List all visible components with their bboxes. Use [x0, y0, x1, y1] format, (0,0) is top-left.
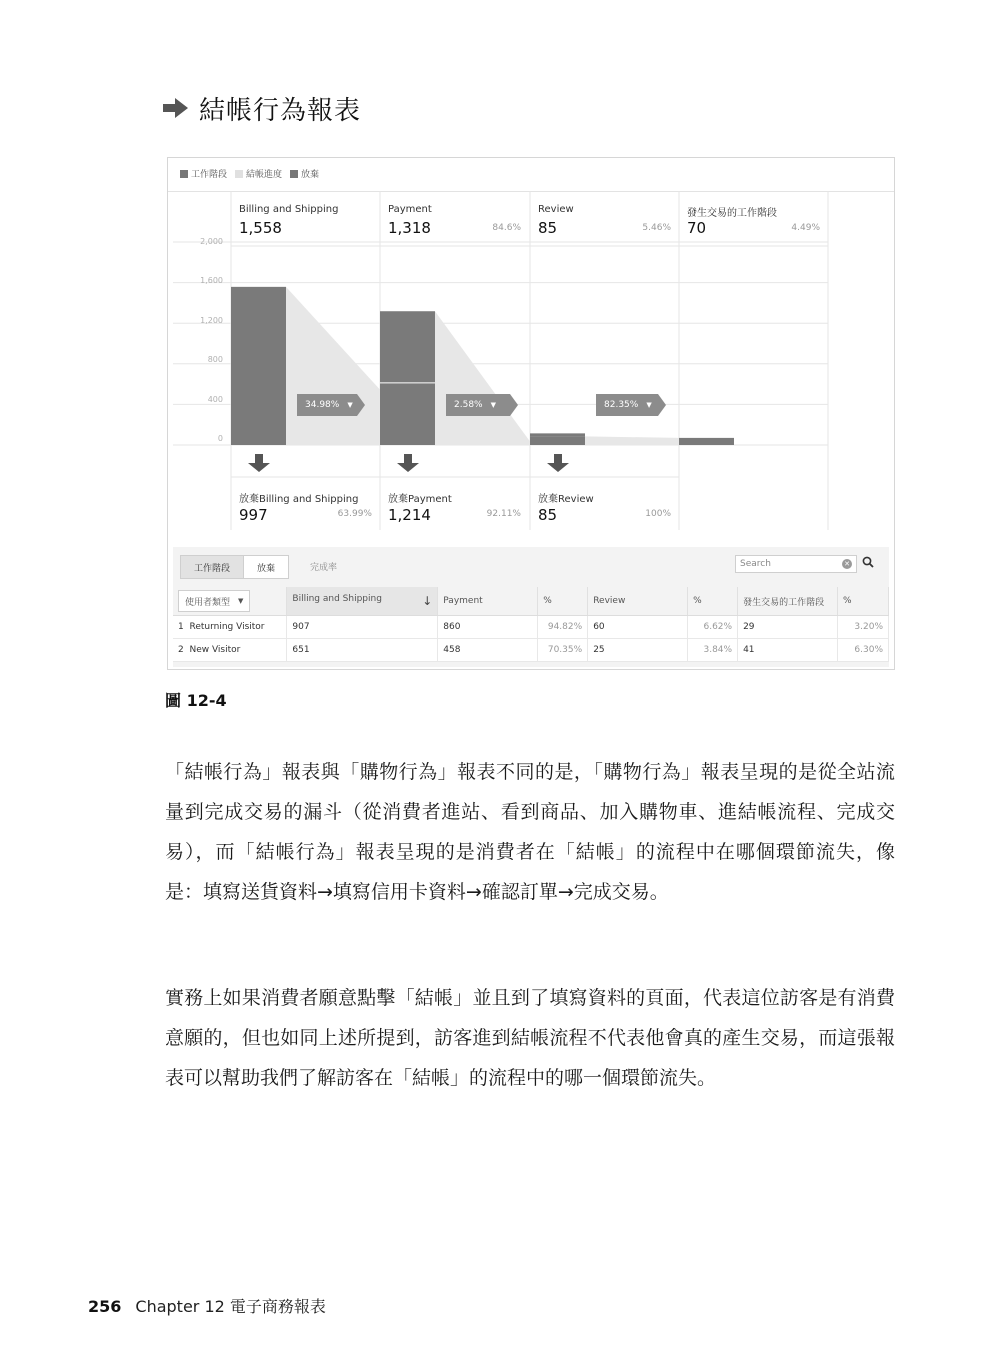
stage-name: Payment — [388, 204, 432, 215]
caret-down-icon: ▼ — [347, 401, 353, 409]
report-table-panel — [173, 547, 889, 667]
tab-completion-rate[interactable]: 完成率 — [310, 562, 338, 573]
column-header-billing[interactable] — [287, 587, 438, 616]
stage-percent: 84.6% — [492, 223, 521, 233]
dimension-select[interactable] — [178, 590, 250, 612]
exit-arrow-icon — [397, 454, 419, 472]
stage-header-billing[interactable] — [231, 198, 379, 246]
clear-icon[interactable]: ✕ — [842, 559, 852, 569]
data-table — [173, 587, 889, 662]
body-paragraph: 「結帳行為」報表與「購物行為」報表不同的是，「購物行為」報表呈現的是從全站流量到完成交易的漏斗（從消費者進站、看到商品、加入購物車、進結帳流程、完成交易），而「結帳行為」報表呈現的是消費者在「結帳」的流程中在哪個環節流失，像是：填寫送貨資料→填寫信用卡資料→確認訂單→完成交易。 — [165, 761, 895, 903]
cell-review: 60 — [588, 616, 688, 639]
tab-sessions[interactable]: 工作階段 — [180, 555, 244, 579]
stage-name: Billing and Shipping — [239, 204, 339, 215]
row-label — [173, 616, 287, 639]
column-header-payment[interactable]: Payment — [438, 587, 538, 616]
progression-rate-tag[interactable] — [297, 394, 353, 416]
exit-card-payment[interactable] — [380, 482, 528, 530]
progression-rate: 2.58% — [454, 400, 483, 410]
table-row[interactable] — [173, 639, 889, 662]
caret-down-icon: ▼ — [238, 597, 244, 605]
cell-review: 25 — [588, 639, 688, 662]
tab-group — [180, 555, 289, 579]
stage-name: Review — [538, 204, 574, 215]
search-input[interactable] — [735, 555, 857, 573]
exit-name: 放棄Review — [538, 494, 594, 505]
exit-arrow-icon — [248, 454, 270, 472]
user-type-link[interactable]: New Visitor — [189, 645, 241, 655]
y-tick-label: 2,000 — [200, 237, 223, 246]
dimension-header — [173, 587, 287, 616]
table-header-row — [173, 587, 889, 616]
body-paragraph: 實務上如果消費者願意點擊「結帳」並且到了填寫資料的頁面，代表這位訪客是有消費意願的，但也如同上述所提到，訪客進到結帳流程不代表他會真的產生交易，而這張報表可以幫助我們了解訪客在「結帳」的流程中的哪一個環節流失。 — [165, 987, 895, 1089]
progression-rate-tag[interactable] — [446, 394, 496, 416]
chapter-label: Chapter 12 電子商務報表 — [135, 1297, 326, 1316]
cell-transactions: 29 — [738, 616, 838, 639]
legend-label: 放棄 — [301, 170, 320, 180]
table-row[interactable] — [173, 616, 889, 639]
page-number: 256 — [88, 1297, 122, 1316]
column-header-transactions[interactable]: 發生交易的工作階段 — [738, 587, 838, 616]
section-title: 結帳行為報表 — [199, 95, 362, 126]
row-index: 2 — [178, 645, 184, 655]
arrow-right-icon — [163, 96, 189, 120]
tab-abandon[interactable]: 放棄 — [244, 555, 289, 579]
row-label — [173, 639, 287, 662]
exit-percent: 92.11% — [486, 509, 521, 519]
cell-payment: 860 — [438, 616, 538, 639]
stage-count: 1,558 — [239, 219, 282, 237]
flow-shape — [585, 436, 679, 445]
column-header-review[interactable]: Review — [588, 587, 688, 616]
dimension-label: 使用者類型 — [185, 597, 231, 608]
search-placeholder: Search — [740, 559, 771, 569]
flow-shape — [435, 311, 530, 445]
progression-rate-tag[interactable] — [596, 394, 652, 416]
user-type-link[interactable]: Returning Visitor — [189, 622, 265, 632]
stage-percent: 4.49% — [791, 223, 820, 233]
exit-name: 放棄Billing and Shipping — [239, 494, 359, 505]
exit-percent: 63.99% — [337, 509, 372, 519]
stage-bar — [679, 438, 734, 445]
exit-percent: 100% — [645, 509, 671, 519]
stage-header-review[interactable] — [530, 198, 678, 246]
caret-down-icon: ▼ — [646, 401, 652, 409]
y-tick-label: 400 — [207, 395, 223, 404]
stage-count: 1,318 — [388, 219, 431, 237]
cell-transactions-pct: 3.20% — [837, 616, 888, 639]
search-icon[interactable] — [862, 556, 874, 568]
cell-payment: 458 — [438, 639, 538, 662]
cell-transactions-pct: 6.30% — [837, 639, 888, 662]
stage-header-payment[interactable] — [380, 198, 528, 246]
sort-down-arrow-icon[interactable]: ↓ — [422, 594, 433, 608]
stage-name: 發生交易的工作階段 — [687, 208, 777, 219]
exit-card-billing[interactable] — [231, 482, 379, 530]
exit-count: 85 — [538, 506, 558, 524]
legend-label: 結帳進度 — [246, 170, 283, 180]
stage-count: 70 — [687, 219, 707, 237]
stage-bar — [530, 436, 585, 445]
column-header-percent[interactable]: % — [538, 587, 588, 616]
cell-transactions: 41 — [738, 639, 838, 662]
cell-billing: 651 — [287, 639, 438, 662]
stage-percent: 5.46% — [642, 223, 671, 233]
progression-rate: 82.35% — [604, 400, 639, 410]
y-tick-label: 1,600 — [200, 276, 223, 285]
progression-rate: 34.98% — [305, 400, 340, 410]
stage-bar-top — [530, 433, 585, 436]
section-heading — [163, 88, 361, 128]
caret-down-icon: ▼ — [490, 401, 496, 409]
exit-arrow-icon — [547, 454, 569, 472]
cell-review-pct: 3.84% — [688, 639, 738, 662]
column-header-percent[interactable]: % — [688, 587, 738, 616]
checkout-funnel-figure — [167, 157, 895, 670]
page-footer — [88, 1294, 326, 1317]
column-header-percent[interactable]: % — [837, 587, 888, 616]
y-tick-label: 800 — [207, 355, 223, 364]
y-tick-label: 0 — [217, 434, 223, 443]
cell-payment-pct: 70.35% — [538, 639, 588, 662]
exit-card-review[interactable] — [530, 482, 678, 530]
exit-count: 1,214 — [388, 506, 431, 524]
flow-shape — [286, 287, 380, 445]
stage-bar — [380, 311, 435, 445]
legend-label: 工作階段 — [191, 170, 228, 180]
cell-review-pct: 6.62% — [688, 616, 738, 639]
column-label: Billing and Shipping — [292, 594, 382, 604]
stage-header-transactions[interactable] — [679, 198, 827, 246]
y-tick-label: 1,200 — [200, 316, 223, 325]
exit-name: 放棄Payment — [388, 494, 452, 505]
stage-count: 85 — [538, 219, 558, 237]
cell-payment-pct: 94.82% — [538, 616, 588, 639]
exit-count: 997 — [239, 506, 268, 524]
row-index: 1 — [178, 622, 184, 632]
figure-caption: 圖 12-4 — [165, 691, 227, 710]
cell-billing: 907 — [287, 616, 438, 639]
stage-bar — [231, 287, 286, 445]
